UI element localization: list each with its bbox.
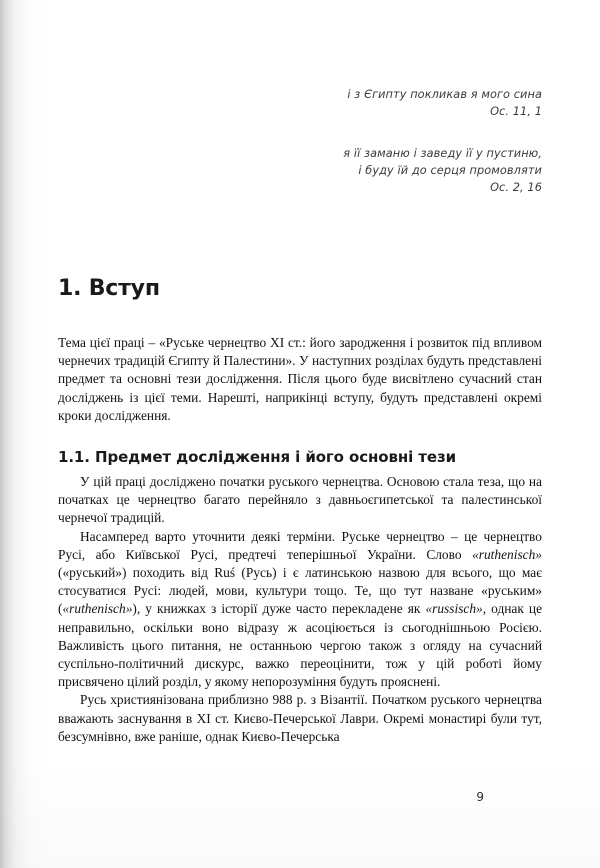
section-paragraph: Русь християнізована приблизно 988 р. з Візантії. Початком руського чернецтва вважають заснування в XI ст. Києво-Печерської Лаври. Окремі монастирі були тут, безсумнівно, вже раніше, однак Києво-Печерська <box>58 692 542 744</box>
epigraph-line: і буду їй до серця промовляти <box>358 164 542 177</box>
epigraph-line: я її заманю і заведу її у пустиню, <box>343 147 542 160</box>
page-content <box>58 0 542 868</box>
chapter-heading: 1. Вступ <box>58 276 160 301</box>
epigraph-first <box>242 86 542 120</box>
body-block <box>58 334 542 746</box>
epigraph-source: Ос. 2, 16 <box>490 181 542 194</box>
epigraph-line: і з Єгипту покликав я мого сина <box>347 88 542 101</box>
intro-paragraph: Тема цієї праці – «Руське чернецтво XI ст.: його зародження і розвиток під впливом чернечих традицій Єгипту й Палестини». У наступних розділах будуть представлені предмет та основні тези дослідження. Після цього буде висвітлено сучасний стан досліджень із цієї теми. Нарешті, наприкінці вступу, будуть представлені окремі кроки дослідження. <box>58 335 542 423</box>
epigraph-second <box>242 145 542 196</box>
section-heading: 1.1. Предмет дослідження і його основні тези <box>58 448 456 467</box>
section-paragraph: У цій праці досліджено початки руського чернецтва. Основою стала теза, що на початках це чернецтво багато перейняло з давньоєгипетської та палестинської чернечої традицій. <box>58 474 542 526</box>
epigraph-block <box>242 86 542 196</box>
section-paragraph: Насамперед варто уточнити деякі терміни. Руське чернецтво – це чернецтво Русі, або Київської Русі, предтечі теперішньої України. Слово «ruthenisch» («руський») походить від Ruś (Русь) і є латинською назвою для всього, що має стосуватися Русі: людей, мови, культури тощо. Те, що тут назване «руським» («ruthenisch»), у книжках з історії дуже часто перекладене як «russisch», однак це неправильно, оскільки воно відразу ж асоціюється із сьогоднішньою Росією. Важливість цього питання, не останньою чергою також з огляду на сучасний суспільно-політичний дискурс, важко переоцінити, тож у цій роботі йому присвячено цілий розділ, у якому непорозуміння будуть прояснені. <box>58 528 543 690</box>
epigraph-source: Ос. 11, 1 <box>490 105 542 118</box>
section-block <box>58 447 542 746</box>
page-number: 9 <box>476 790 484 804</box>
